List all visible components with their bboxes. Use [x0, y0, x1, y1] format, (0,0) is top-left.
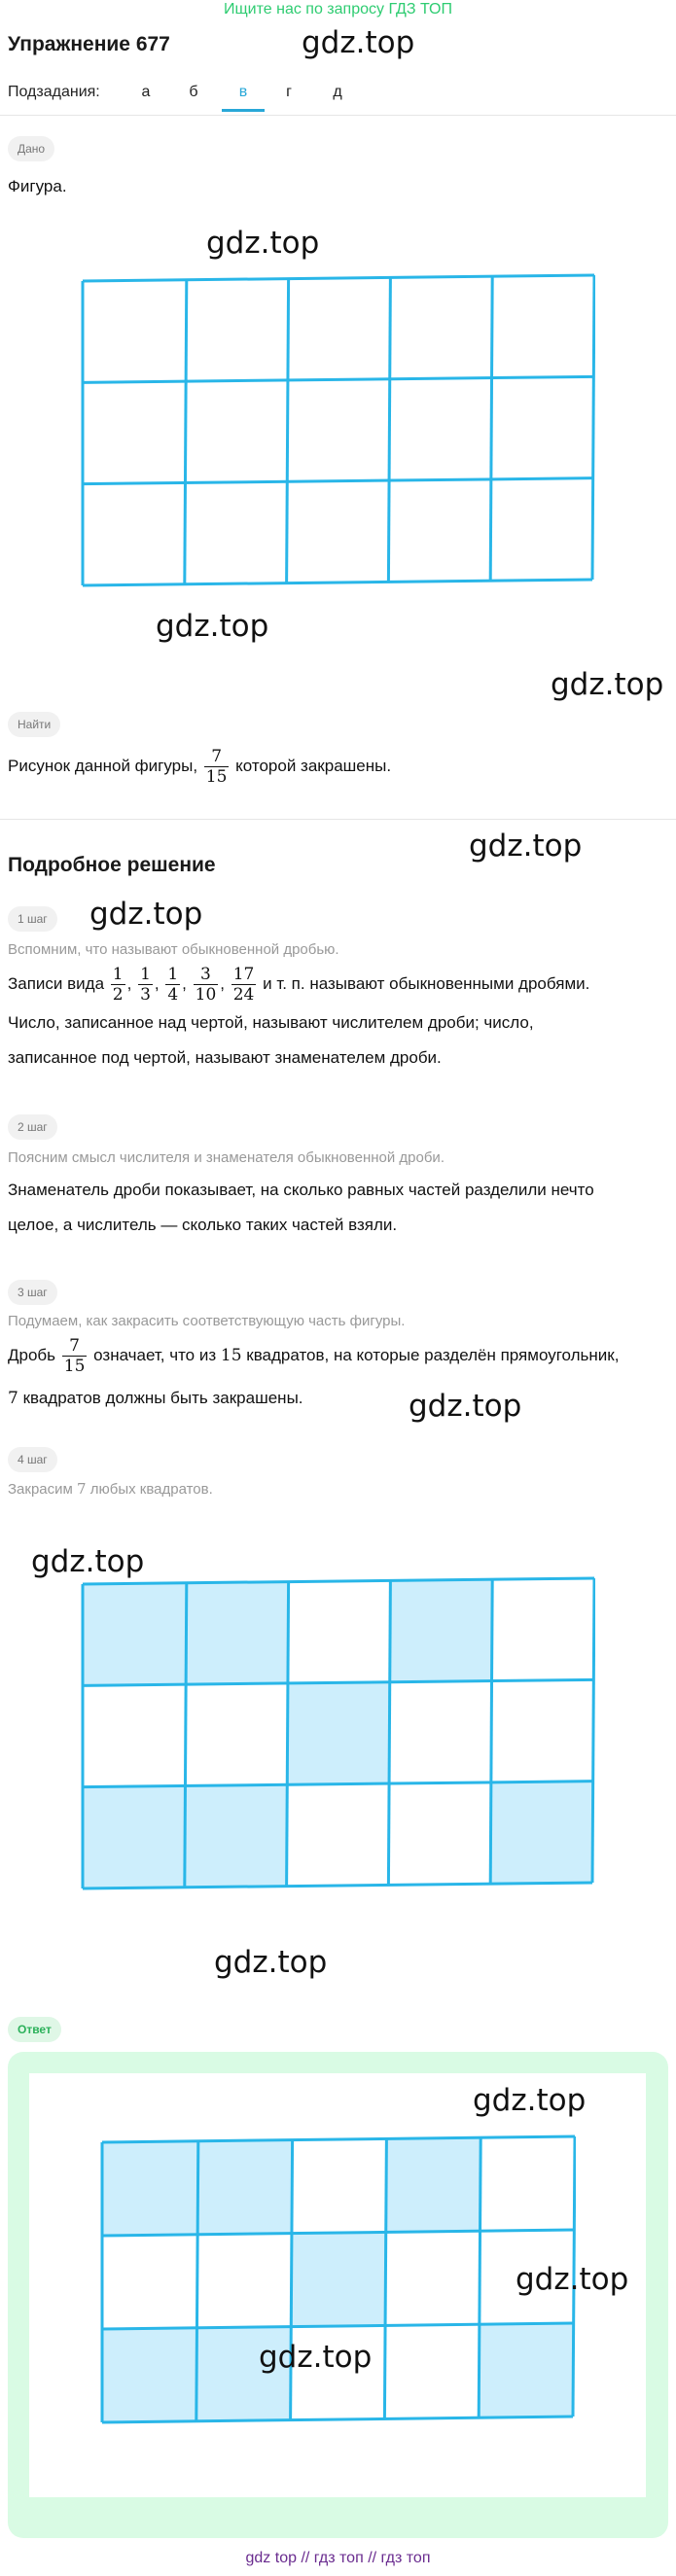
grid-line-vertical — [592, 275, 594, 580]
watermark: gdz.top — [409, 1389, 522, 1424]
tab-g[interactable]: г — [286, 84, 292, 100]
shaded-cell — [479, 2323, 573, 2417]
step-text: Дробь $\frac{7}{15}$ означает, что из 15 квадратов, на которые разделён прямоугольник, — [8, 1336, 620, 1376]
shaded-cell — [186, 1582, 288, 1685]
figure-grid-shaded — [80, 1575, 595, 1891]
grid-line-horizontal — [83, 275, 594, 281]
shaded-cell — [185, 1784, 287, 1888]
shaded-cell — [102, 2141, 198, 2236]
watermark: gdz.top — [206, 226, 320, 261]
divider — [0, 819, 676, 820]
grid-line-vertical — [291, 2140, 293, 2420]
shaded-cell — [291, 2232, 385, 2326]
shaded-cell — [197, 2140, 292, 2235]
shaded-cell — [83, 1583, 187, 1686]
grid-line-horizontal — [83, 580, 592, 585]
step-text: записанное под чертой, называют знаменателем дроби. — [8, 1048, 442, 1067]
shaded-cell — [490, 1782, 592, 1885]
footer-links — [0, 2550, 676, 2567]
watermark: gdz.top — [214, 1945, 328, 1980]
step-text: Знаменатель дроби показывает, на сколько равных частей разделили нечто — [8, 1181, 594, 1199]
step-hint: Вспомним, что называют обыкновенной дробью. — [8, 941, 339, 958]
grid-line-vertical — [287, 279, 289, 583]
grid-line-vertical — [388, 1580, 390, 1885]
grid-line-vertical — [490, 276, 492, 581]
figure-grid-given — [80, 272, 595, 588]
footer-link[interactable]: гдз топ — [380, 2550, 431, 2566]
footer-link[interactable]: гдз топ — [313, 2550, 364, 2566]
tab-d[interactable]: д — [333, 84, 342, 100]
grid-line-vertical — [592, 1578, 594, 1883]
watermark: gdz.top — [156, 609, 269, 644]
shaded-cell — [102, 2328, 196, 2422]
step-text: целое, а числитель — сколько таких частей взяли. — [8, 1216, 398, 1234]
footer-link[interactable]: gdz top — [245, 2550, 297, 2566]
watermark: gdz.top — [31, 1544, 145, 1579]
step-text: 7 квадратов должны быть закрашены. — [8, 1389, 303, 1408]
step-chip: 1 шаг — [8, 906, 57, 932]
shaded-cell — [287, 1682, 389, 1785]
shaded-cell — [390, 1579, 492, 1682]
watermark: gdz.top — [469, 829, 583, 864]
page-title: Упражнение 677 — [8, 33, 170, 55]
watermark: gdz.top — [551, 667, 664, 702]
footer-separator: // — [301, 2550, 310, 2566]
grid-line-vertical — [490, 1579, 492, 1884]
watermark: gdz.top — [259, 2340, 373, 2375]
shaded-cell — [386, 2137, 480, 2232]
tab-v[interactable]: в — [238, 84, 248, 100]
search-banner[interactable]: Ищите нас по запросу ГДЗ ТОП — [224, 1, 452, 18]
solution-heading: Подробное решение — [8, 854, 216, 876]
step-text: Число, записанное над чертой, называют числителем дроби; число, — [8, 1013, 534, 1032]
active-tab-indicator — [222, 109, 265, 112]
grid-line-vertical — [388, 277, 390, 582]
step-chip: 2 шаг — [8, 1114, 57, 1140]
shaded-cell — [83, 1785, 185, 1888]
watermark: gdz.top — [516, 2262, 629, 2297]
footer-separator: // — [368, 2550, 377, 2566]
answer-chip: Ответ — [8, 2017, 61, 2042]
step-hint: Поясним смысл числителя и знаменателя обыкновенной дроби. — [8, 1149, 445, 1166]
grid-line-vertical — [196, 2141, 198, 2421]
watermark: gdz.top — [302, 25, 415, 60]
step-text: Записи вида $\frac{1}{2}$ , $\frac{1}{3}$ , $\frac{1}{4}$ , $\frac{3}{10}$ , $\frac{17}{24}$ и т. п. называют обыкновенными дробями. — [8, 965, 590, 1005]
divider — [0, 115, 676, 116]
step-chip: 4 шаг — [8, 1447, 57, 1472]
watermark: gdz.top — [89, 897, 203, 932]
grid-line-horizontal — [83, 478, 593, 484]
find-text: Рисунок данной фигуры, $\frac{7}{15}$ которой закрашены. — [8, 747, 392, 787]
grid-line-vertical — [287, 1582, 289, 1887]
grid-line-horizontal — [83, 1578, 594, 1584]
step-chip: 3 шаг — [8, 1280, 57, 1305]
find-chip: Найти — [8, 712, 60, 737]
figure-grid-answer — [99, 2134, 576, 2425]
grid-line-vertical — [479, 2137, 480, 2417]
grid-line-vertical — [384, 2138, 386, 2418]
step-hint: Закрасим 7 любых квадратов. — [8, 1480, 213, 1498]
grid-line-horizontal — [102, 2136, 575, 2142]
tab-b[interactable]: б — [189, 84, 198, 100]
grid-line-vertical — [185, 1583, 187, 1888]
step-hint: Подумаем, как закрасить соответствующую часть фигуры. — [8, 1313, 406, 1329]
grid-line-horizontal — [83, 376, 593, 382]
watermark: gdz.top — [473, 2083, 587, 2118]
grid-line-vertical — [185, 280, 187, 584]
subtasks-label: Подзадания: — [8, 84, 100, 100]
given-chip: Дано — [8, 136, 54, 161]
tab-a[interactable]: а — [141, 84, 151, 100]
given-text: Фигура. — [8, 177, 67, 195]
